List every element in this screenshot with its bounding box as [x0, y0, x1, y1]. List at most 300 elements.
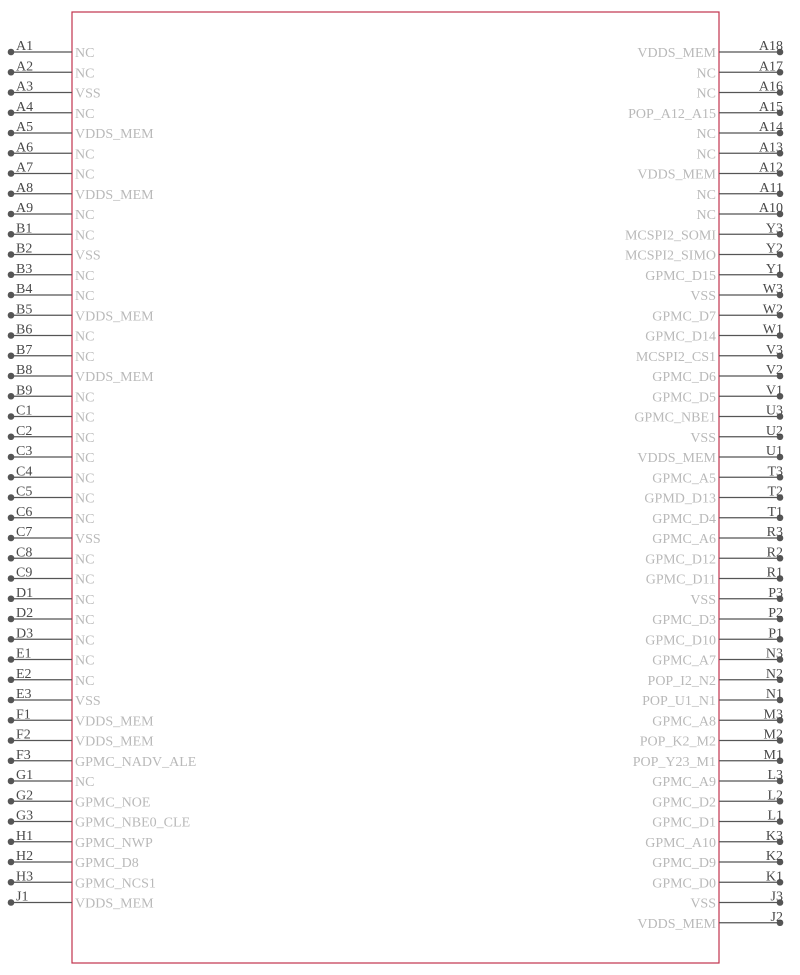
right-pin	[690, 282, 783, 304]
pin-number: H2	[16, 849, 34, 864]
pin-end-dot	[8, 636, 15, 643]
pin-end-dot	[8, 494, 15, 501]
pin-name: GPMC_D8	[75, 856, 139, 871]
pin-name: MCSPI2_CS1	[635, 349, 716, 365]
pin-name: GPMC_D10	[645, 633, 716, 649]
right-pin	[636, 343, 783, 365]
pin-name: VDDS_MEM	[75, 734, 154, 750]
pin-name: NC	[75, 349, 95, 365]
pin-number: L3	[767, 768, 783, 783]
left-pin	[8, 120, 154, 142]
pin-name: NC	[696, 86, 716, 102]
right-pin	[645, 829, 783, 851]
pin-name: NC	[75, 289, 95, 304]
pin-number: W1	[762, 322, 783, 338]
pin-number: R2	[766, 545, 783, 561]
pin-end-dot	[8, 555, 15, 562]
left-pin	[8, 485, 95, 507]
pin-end-dot	[8, 535, 15, 542]
pin-name: VDDS_MEM	[637, 167, 716, 183]
pin-number: R3	[766, 525, 783, 540]
right-pin	[690, 890, 783, 912]
right-pin	[637, 910, 783, 932]
pin-number: B8	[16, 363, 33, 378]
left-pin	[8, 302, 154, 324]
right-pin	[637, 39, 783, 61]
right-pin	[652, 809, 783, 831]
right-pin	[625, 221, 783, 243]
pin-end-dot	[8, 737, 15, 744]
pin-name: POP_U1_N1	[642, 694, 716, 709]
pin-name: VSS	[75, 532, 101, 547]
left-pin	[8, 890, 154, 912]
pin-number: D2	[16, 606, 34, 621]
pin-name: NC	[75, 511, 95, 527]
pin-name: MCSPI2_SIMO	[624, 248, 716, 264]
right-pin	[652, 525, 783, 547]
right-pin	[652, 505, 783, 527]
pin-end-dot	[8, 616, 15, 623]
right-pin	[697, 80, 784, 102]
pin-number: U1	[765, 444, 783, 459]
pin-name: NC	[696, 208, 716, 223]
right-pin	[652, 647, 783, 669]
pin-end-dot	[8, 312, 15, 319]
left-pin	[8, 282, 95, 304]
pin-end-dot	[8, 818, 15, 825]
pin-end-dot	[8, 292, 15, 299]
right-pin	[628, 100, 783, 122]
pin-number: A1	[16, 39, 34, 54]
pin-number: F2	[16, 727, 31, 743]
pin-name: VSS	[75, 694, 101, 709]
right-pin	[652, 363, 783, 385]
left-pin	[8, 363, 154, 385]
pin-number: A10	[758, 201, 783, 216]
pin-end-dot	[8, 454, 15, 461]
pin-number: B2	[16, 241, 33, 257]
left-pin	[8, 242, 101, 264]
left-pin	[8, 39, 95, 61]
pin-end-dot	[8, 474, 15, 481]
left-pin	[8, 201, 95, 223]
pin-name: NC	[696, 127, 716, 142]
pin-name: NC	[75, 228, 95, 244]
right-pin	[690, 424, 783, 446]
pin-end-dot	[8, 899, 15, 906]
left-pin	[8, 809, 190, 831]
pin-end-dot	[8, 150, 15, 157]
pin-name: NC	[75, 167, 95, 183]
pin-name: NC	[75, 633, 95, 649]
pin-name: NC	[75, 491, 95, 507]
pin-name: GPMC_A6	[652, 532, 716, 547]
left-pin	[8, 788, 151, 810]
right-pin	[642, 687, 783, 709]
pin-number: N2	[765, 666, 783, 682]
pin-end-dot	[8, 514, 15, 521]
right-pin	[690, 586, 783, 608]
pin-name: NC	[75, 430, 95, 446]
right-pin	[640, 728, 784, 750]
pin-name: GPMC_NBE0_CLE	[75, 815, 191, 831]
pin-name: GPMC_D6	[652, 370, 716, 385]
left-pin	[8, 221, 95, 243]
pin-number: M3	[763, 707, 783, 723]
pin-number: Y2	[765, 241, 783, 257]
pin-number: A17	[758, 59, 783, 75]
left-pin	[8, 59, 95, 81]
pin-name: NC	[75, 66, 95, 82]
pin-number: C6	[16, 504, 33, 520]
pin-number: J2	[770, 909, 783, 925]
pin-name: VSS	[690, 896, 716, 912]
pin-number: G3	[16, 808, 34, 824]
pin-name: GPMC_A8	[652, 714, 716, 730]
pin-name: POP_I2_N2	[647, 673, 716, 689]
pin-end-dot	[8, 89, 15, 96]
pin-name: POP_K2_M2	[639, 734, 716, 750]
right-pin	[646, 566, 784, 588]
pin-number: E1	[16, 646, 32, 662]
pin-name: GPMC_NOE	[75, 795, 151, 811]
pin-name: MCSPI2_SOMI	[624, 228, 716, 244]
pin-name: NC	[75, 46, 95, 61]
pin-name: NC	[75, 390, 95, 406]
right-pin	[645, 262, 783, 284]
pin-end-dot	[8, 271, 15, 278]
pin-name: GPMC_D11	[645, 572, 716, 588]
right-pin	[637, 161, 783, 183]
pin-name: VDDS_MEM	[637, 46, 716, 61]
pin-name: NC	[75, 329, 95, 345]
pin-end-dot	[8, 778, 15, 785]
pin-end-dot	[8, 251, 15, 258]
pin-name: VDDS_MEM	[75, 309, 154, 325]
pin-number: N1	[765, 687, 783, 702]
pin-name: GPMC_A9	[652, 775, 716, 790]
pin-name: NC	[75, 775, 95, 790]
pin-name: VSS	[75, 248, 101, 264]
pin-name: NC	[75, 673, 95, 689]
pin-number: Y3	[765, 221, 783, 237]
pin-name: GPMC_D4	[652, 511, 716, 527]
pin-number: C3	[16, 444, 33, 459]
left-pin	[8, 181, 154, 203]
pin-number: C8	[16, 545, 33, 561]
right-pin	[645, 323, 783, 345]
left-pin	[8, 728, 154, 750]
pin-number: B6	[16, 322, 33, 338]
pin-name: NC	[75, 653, 95, 669]
pin-name: NC	[75, 613, 95, 628]
right-pin	[644, 485, 783, 507]
pin-number: D1	[16, 585, 34, 601]
pin-end-dot	[8, 656, 15, 663]
pin-number: F1	[16, 707, 31, 723]
pin-number: W2	[762, 302, 783, 318]
pin-name: NC	[696, 66, 716, 82]
left-pin	[8, 80, 101, 102]
pin-number: R1	[766, 565, 783, 581]
right-pin	[652, 869, 783, 891]
left-pin	[8, 262, 95, 284]
pin-number: K3	[765, 828, 783, 844]
pin-name: NC	[75, 471, 95, 487]
left-pin	[8, 404, 95, 426]
pin-number: T2	[767, 484, 783, 500]
pin-end-dot	[8, 170, 15, 177]
pin-end-dot	[8, 69, 15, 76]
pin-end-dot	[8, 798, 15, 805]
pin-number: B3	[16, 261, 33, 277]
right-pin	[652, 464, 783, 486]
left-pin	[8, 100, 95, 122]
pin-name: GPMC_D15	[645, 268, 716, 284]
pin-name: GPMC_NBE1	[634, 410, 716, 426]
pin-end-dot	[8, 859, 15, 866]
right-pin	[652, 383, 783, 405]
pin-name: GPMC_D5	[652, 390, 716, 406]
right-pin	[652, 849, 783, 871]
right-pin	[625, 242, 783, 264]
right-pin	[648, 667, 784, 689]
right-pin	[645, 626, 783, 648]
pin-number: A8	[16, 180, 34, 196]
pin-number: G1	[16, 768, 34, 783]
pin-name: VDDS_MEM	[637, 451, 716, 466]
right-pin	[634, 404, 783, 426]
left-pin	[8, 464, 95, 486]
pin-name: POP_A12_A15	[628, 106, 716, 122]
right-pin	[645, 545, 783, 567]
pin-number: A14	[758, 120, 783, 135]
pin-number: A11	[759, 180, 783, 196]
left-pin	[8, 525, 101, 547]
pin-number: H3	[16, 869, 34, 885]
pin-number: L1	[767, 808, 783, 824]
pin-number: C9	[16, 565, 33, 581]
pin-number: A9	[16, 201, 34, 216]
pin-number: C1	[16, 403, 33, 419]
pin-end-dot	[8, 433, 15, 440]
pin-number: A13	[758, 140, 783, 156]
pin-end-dot	[8, 838, 15, 845]
left-pin	[8, 586, 95, 608]
pin-name: GPMC_D9	[652, 856, 716, 871]
pin-end-dot	[8, 717, 15, 724]
left-pin	[8, 161, 95, 183]
pin-number: U3	[765, 403, 783, 419]
pin-number: B7	[16, 342, 33, 358]
right-pin	[652, 302, 783, 324]
pin-number: E2	[16, 666, 32, 682]
pin-name: POP_Y23_M1	[632, 754, 716, 770]
pin-end-dot	[8, 575, 15, 582]
pin-name: NC	[75, 451, 95, 466]
pin-end-dot	[8, 413, 15, 420]
pin-name: NC	[75, 147, 95, 163]
pin-name: GPMC_A5	[652, 471, 716, 487]
left-pin	[8, 424, 95, 446]
pin-number: G2	[16, 788, 34, 804]
pin-number: C7	[16, 525, 33, 540]
pin-number: V2	[765, 363, 783, 378]
pin-end-dot	[8, 190, 15, 197]
pin-number: J1	[16, 889, 29, 905]
pin-number: B4	[16, 282, 33, 297]
pin-name: VDDS_MEM	[637, 916, 716, 932]
pin-number: A5	[16, 120, 34, 135]
pin-number: K2	[765, 849, 783, 864]
right-pin	[637, 444, 783, 466]
pin-name: NC	[75, 410, 95, 426]
left-pin	[8, 626, 95, 648]
pin-name: VDDS_MEM	[75, 714, 154, 730]
left-pin	[8, 383, 95, 405]
pin-number: A2	[16, 59, 34, 75]
pin-name: VDDS_MEM	[75, 896, 154, 912]
pin-number: J3	[770, 889, 783, 905]
pin-number: L2	[767, 788, 783, 804]
pin-name: GPMC_D3	[652, 613, 716, 628]
pin-number: T1	[767, 504, 783, 520]
pin-name: VSS	[690, 289, 716, 304]
left-pin	[8, 849, 139, 871]
pin-name: NC	[75, 572, 95, 588]
left-pin	[8, 647, 95, 669]
left-pin	[8, 748, 197, 770]
left-pin	[8, 687, 101, 709]
right-pin	[697, 181, 784, 203]
pin-name: GPMC_D7	[652, 309, 716, 325]
pin-name: VDDS_MEM	[75, 187, 154, 203]
pin-end-dot	[8, 332, 15, 339]
pin-name: GPMC_A10	[645, 835, 716, 851]
pin-number: A15	[758, 99, 783, 115]
right-pin	[652, 606, 783, 628]
right-pin-group	[625, 39, 783, 932]
left-pin-group	[8, 39, 197, 912]
pin-number: A4	[16, 99, 34, 115]
pin-end-dot	[8, 231, 15, 238]
pin-name: GPMC_D14	[645, 329, 716, 345]
pin-number: B9	[16, 383, 33, 399]
right-pin	[697, 59, 784, 81]
left-pin	[8, 667, 95, 689]
pin-name: GPMC_NCS1	[75, 876, 156, 892]
left-pin	[8, 323, 95, 345]
pin-end-dot	[8, 109, 15, 116]
pin-number: N3	[765, 646, 783, 662]
right-pin	[697, 140, 784, 162]
pin-number: V1	[765, 383, 783, 399]
right-pin	[652, 707, 783, 729]
right-pin	[697, 120, 784, 142]
pin-number: A12	[758, 160, 783, 176]
left-pin	[8, 768, 95, 790]
pin-end-dot	[8, 130, 15, 137]
pin-number: H1	[16, 828, 34, 844]
pin-end-dot	[8, 879, 15, 886]
left-pin	[8, 829, 153, 851]
pin-number: P1	[768, 626, 783, 642]
pin-name: GPMC_D1	[652, 815, 716, 831]
pin-number: Y1	[765, 261, 783, 277]
pin-number: A7	[16, 160, 34, 176]
left-pin	[8, 707, 154, 729]
left-pin	[8, 606, 95, 628]
pin-number: B5	[16, 302, 33, 318]
pin-name: GPMC_A7	[652, 653, 716, 669]
pin-name: VDDS_MEM	[75, 370, 154, 385]
pin-end-dot	[8, 211, 15, 218]
right-pin	[652, 788, 783, 810]
pin-name: NC	[75, 552, 95, 568]
pin-name: NC	[75, 208, 95, 223]
pin-number: C2	[16, 423, 33, 439]
pin-name: VSS	[690, 592, 716, 608]
left-pin	[8, 505, 95, 527]
pin-end-dot	[8, 595, 15, 602]
pin-end-dot	[8, 393, 15, 400]
pin-end-dot	[8, 49, 15, 56]
left-pin	[8, 444, 95, 466]
pin-end-dot	[8, 373, 15, 380]
pin-number: A18	[758, 39, 783, 54]
pin-number: C4	[16, 464, 33, 480]
left-pin	[8, 545, 95, 567]
pin-number: W3	[762, 282, 783, 297]
pin-number: D3	[16, 626, 34, 642]
pin-number: U2	[765, 423, 783, 439]
pin-number: V3	[765, 342, 783, 358]
pin-name: GPMC_NWP	[75, 835, 153, 851]
pin-name: NC	[75, 592, 95, 608]
pin-number: B1	[16, 221, 33, 237]
pin-number: T3	[767, 464, 783, 480]
pin-name: GPMC_D0	[652, 876, 716, 892]
pin-number: P3	[768, 585, 783, 601]
pin-number: P2	[768, 606, 783, 621]
pin-name: NC	[696, 187, 716, 203]
pin-name: GPMC_D2	[652, 795, 716, 811]
pin-number: A3	[16, 79, 34, 95]
pin-end-dot	[8, 676, 15, 683]
right-pin	[652, 768, 783, 790]
pin-number: M1	[763, 747, 783, 763]
pin-end-dot	[8, 697, 15, 704]
pin-name: NC	[75, 268, 95, 284]
pin-number: A16	[758, 79, 783, 95]
pin-number: E3	[16, 687, 32, 702]
pin-name: VSS	[690, 430, 716, 446]
pin-end-dot	[8, 757, 15, 764]
pin-name: VDDS_MEM	[75, 127, 154, 142]
pin-number: C5	[16, 484, 33, 500]
pin-end-dot	[8, 352, 15, 359]
right-pin	[633, 748, 784, 770]
pin-number: M2	[763, 727, 783, 743]
right-pin	[697, 201, 784, 223]
pin-number: K1	[765, 869, 783, 885]
left-pin	[8, 869, 156, 891]
pin-name: NC	[75, 106, 95, 122]
pin-name: NC	[696, 147, 716, 163]
pin-name: GPMC_NADV_ALE	[75, 754, 197, 770]
left-pin	[8, 140, 95, 162]
pin-number: F3	[16, 747, 31, 763]
